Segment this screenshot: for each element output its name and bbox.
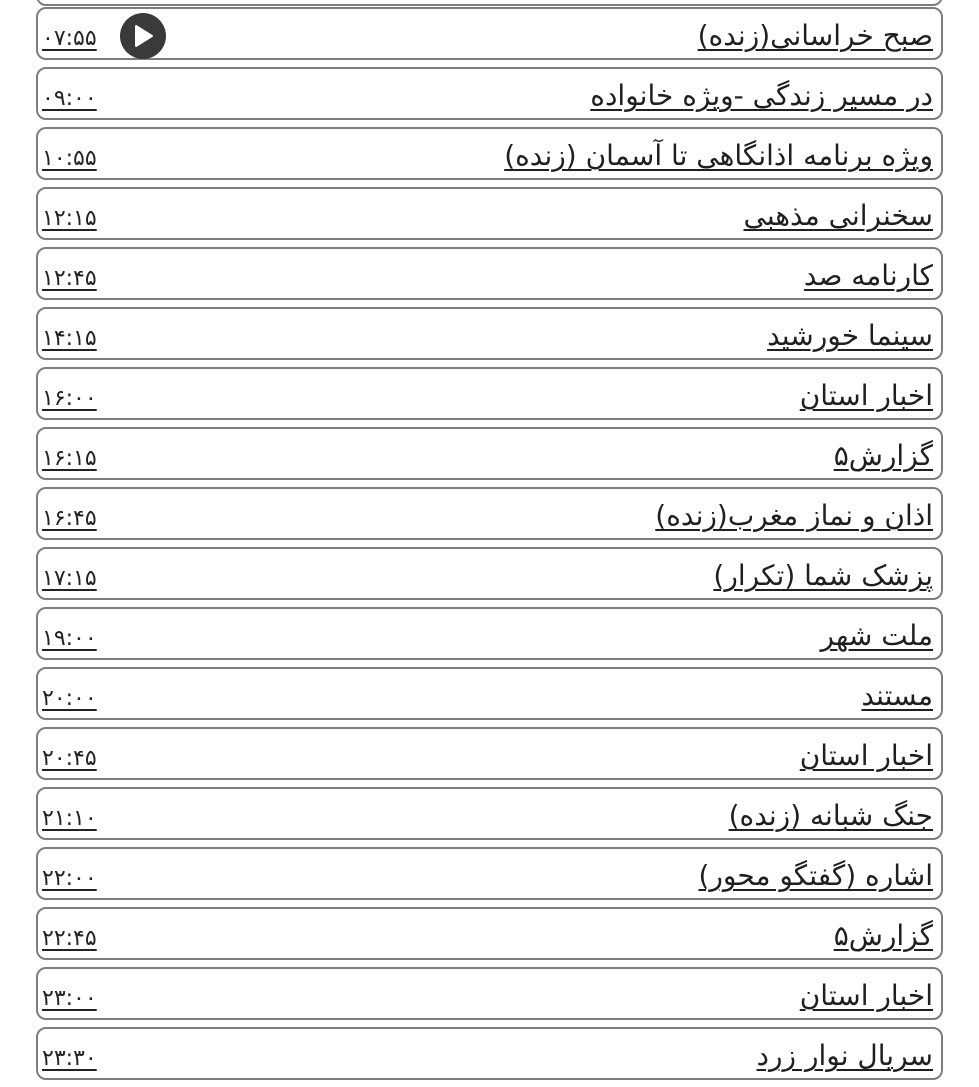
schedule-row[interactable] (36, 427, 943, 480)
program-title: ملت شهر (820, 619, 933, 652)
program-title: کارنامه صد (803, 259, 933, 292)
schedule-row[interactable] (36, 7, 943, 60)
program-time: ۲۲:۰۰ (42, 866, 97, 891)
schedule-row[interactable] (36, 547, 943, 600)
schedule-list (36, 7, 943, 1087)
program-title: اخبار استان (799, 739, 933, 772)
program-title: گزارش۵ (833, 919, 933, 952)
program-title: اخبار استان (799, 379, 933, 412)
program-time: ۱۲:۴۵ (42, 266, 97, 291)
schedule-row[interactable] (36, 607, 943, 660)
program-title: اشاره (گفتگو محور) (698, 859, 933, 892)
program-time: ۱۹:۰۰ (42, 626, 97, 651)
schedule-row[interactable] (36, 847, 943, 900)
program-title: مستند (861, 679, 933, 712)
program-time: ۱۷:۱۵ (42, 566, 97, 591)
program-title: ویژه برنامه اذانگاهی تا آسمان (زنده) (504, 139, 933, 172)
program-time: ۱۲:۱۵ (42, 206, 97, 231)
program-time: ۱۰:۵۵ (42, 146, 97, 171)
program-time: ۰۹:۰۰ (42, 86, 97, 111)
program-title: سینما خورشید (767, 319, 933, 352)
program-title: سخنرانی مذهبی (743, 199, 933, 232)
program-time: ۲۳:۰۰ (42, 986, 97, 1011)
schedule-row[interactable] (36, 187, 943, 240)
program-time: ۲۲:۴۵ (42, 926, 97, 951)
program-time: ۱۶:۱۵ (42, 446, 97, 471)
schedule-row[interactable] (36, 967, 943, 1020)
schedule-row[interactable] (36, 727, 943, 780)
schedule-row[interactable] (36, 127, 943, 180)
play-circle-icon[interactable] (120, 13, 166, 59)
program-time: ۰۷:۵۵ (42, 26, 97, 51)
schedule-row[interactable] (36, 907, 943, 960)
program-title: سریال نوار زرد (756, 1039, 933, 1072)
program-time: ۲۳:۳۰ (42, 1046, 97, 1071)
program-title: اخبار استان (799, 979, 933, 1012)
schedule-row[interactable] (36, 67, 943, 120)
program-title: پزشک شما (تکرار) (713, 559, 933, 592)
schedule-row[interactable] (36, 667, 943, 720)
program-time: ۱۶:۴۵ (42, 506, 97, 531)
play-triangle-icon (132, 24, 154, 48)
program-title: در مسیر زندگی -ویژه خانواده (590, 79, 933, 112)
program-time: ۱۴:۱۵ (42, 326, 97, 351)
program-time: ۲۰:۴۵ (42, 746, 97, 771)
program-title: صبح خراسانی(زنده) (697, 19, 933, 52)
schedule-row[interactable] (36, 247, 943, 300)
program-time: ۱۶:۰۰ (42, 386, 97, 411)
program-time: ۲۰:۰۰ (42, 686, 97, 711)
schedule-row[interactable] (36, 487, 943, 540)
program-title: اذان و نماز مغرب(زنده) (655, 499, 933, 532)
previous-row-edge (36, 0, 943, 6)
program-title: جنگ شبانه (زنده) (728, 799, 933, 832)
schedule-row[interactable] (36, 1027, 943, 1080)
program-time: ۲۱:۱۰ (42, 806, 97, 831)
schedule-row[interactable] (36, 307, 943, 360)
program-title: گزارش۵ (833, 439, 933, 472)
schedule-row[interactable] (36, 367, 943, 420)
schedule-row[interactable] (36, 787, 943, 840)
